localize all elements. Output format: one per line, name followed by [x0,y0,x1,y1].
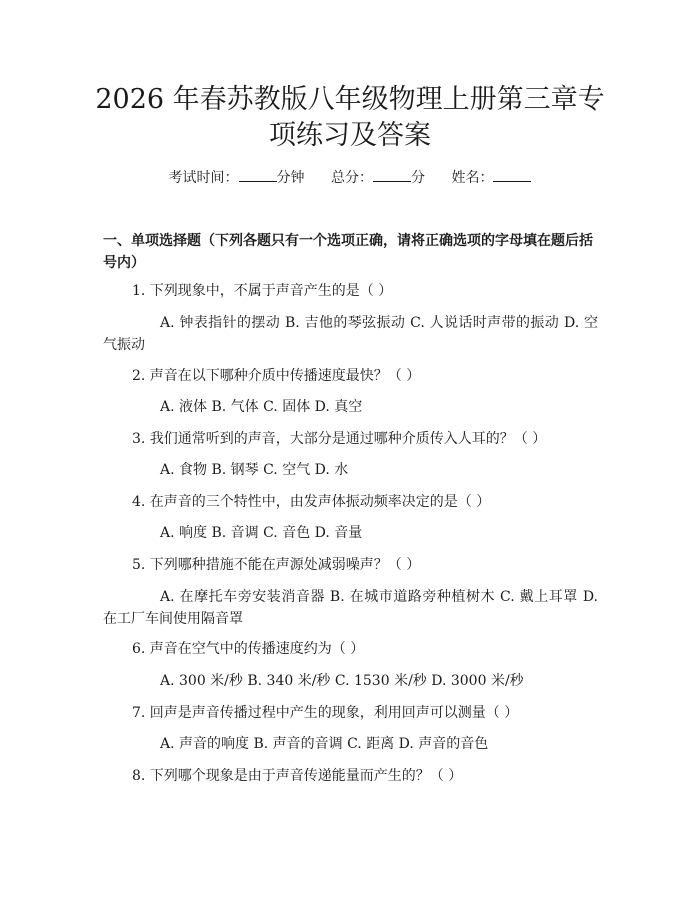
question-4: 4. 在声音的三个特性中，由发声体振动频率决定的是（ ） [132,494,491,510]
total-score [331,170,429,186]
question-2: 2. 声音在以下哪种介质中传播速度最快？（ ） [132,368,421,384]
question-3-options: A. 食物 B. 钢琴 C. 空气 D. 水 [160,462,349,478]
total-score-label: 总分： [331,170,373,186]
question-7-options: A. 声音的响度 B. 声音的音调 C. 距离 D. 声音的音色 [160,736,489,752]
exam-time-unit: 分钟 [276,170,305,186]
question-6: 6. 声音在空气中的传播速度约为（ ） [132,641,365,657]
student-name-blank [493,169,531,182]
question-2-options: A. 液体 B. 气体 C. 固体 D. 真空 [160,399,363,415]
question-8: 8. 下列哪个现象是由于声音传递能量而产生的？（ ） [132,768,463,784]
question-1: 1. 下列现象中，不属于声音产生的是（ ） [132,283,393,299]
section-heading-single-choice: 一、单项选择题（下列各题只有一个选项正确，请将正确选项的字母填在题后括号内） [103,233,593,271]
exam-time-label: 考试时间： [168,170,239,186]
question-3: 3. 我们通常听到的声音，大部分是通过哪种介质传入人耳的？（ ） [132,431,547,447]
total-score-unit: 分 [411,170,425,186]
question-6-options: A. 300 米/秒 B. 340 米/秒 C. 1530 米/秒 D. 3000 米/秒 [160,673,524,689]
question-5: 5. 下列哪种措施不能在声源处减弱噪声？（ ） [132,557,421,573]
exam-time-blank [239,169,277,182]
total-score-blank [373,169,411,182]
question-1-options: A. 钟表指针的摆动 B. 吉他的琴弦振动 C. 人说话时声带的振动 D. 空气振动 [103,315,598,353]
document-title: 2026 年春苏教版八年级物理上册第三章专项练习及答案 [95,84,605,151]
exam-info [0,168,700,188]
student-name [451,170,531,186]
question-4-options: A. 响度 B. 音调 C. 音色 D. 音量 [160,525,363,541]
exam-time [169,170,309,186]
student-name-label: 姓名： [451,170,494,186]
question-7: 7. 回声是声音传播过程中产生的现象，利用回声可以测量（ ） [132,705,519,721]
question-5-options: A. 在摩托车旁安装消音器 B. 在城市道路旁种植树木 C. 戴上耳罩 D. 在工厂车间使用隔音罩 [103,589,598,627]
